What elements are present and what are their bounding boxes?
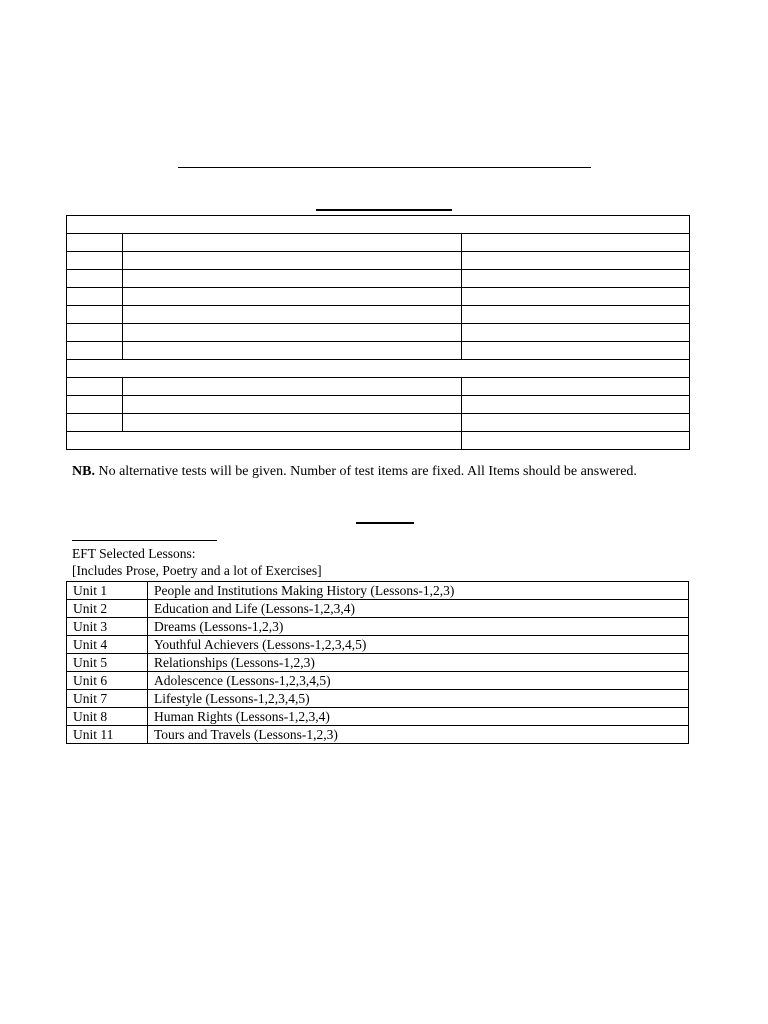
table-row: [67, 690, 689, 708]
lesson-cell: Adolescence (Lessons-1,2,3,4,5): [148, 672, 689, 690]
table-row: [67, 726, 689, 744]
header-rule: [178, 167, 591, 168]
syllabus-subtitle-underline: [72, 540, 217, 541]
units-table: [66, 581, 689, 744]
table-row: [67, 672, 689, 690]
table-row: [67, 636, 689, 654]
table-row: [67, 234, 690, 252]
unit-cell: Unit 2: [67, 600, 148, 618]
lesson-cell: Lifestyle (Lessons-1,2,3,4,5): [148, 690, 689, 708]
unit-cell: Unit 5: [67, 654, 148, 672]
table-row: [67, 396, 690, 414]
unit-cell: Unit 3: [67, 618, 148, 636]
table-row: [67, 708, 689, 726]
note-label: NB.: [72, 464, 95, 479]
lesson-cell: Youthful Achievers (Lessons-1,2,3,4,5): [148, 636, 689, 654]
unit-cell: Unit 8: [67, 708, 148, 726]
table-row: [67, 414, 690, 432]
eft-heading: [72, 545, 322, 579]
lesson-cell: People and Institutions Making History (Lessons-1,2,3): [148, 582, 689, 600]
table-row: [67, 324, 690, 342]
syllabus-title-underline: [356, 522, 414, 524]
lesson-cell: Dreams (Lessons-1,2,3): [148, 618, 689, 636]
table-row: [67, 378, 690, 396]
lesson-cell: Relationships (Lessons-1,2,3): [148, 654, 689, 672]
table-row: [67, 654, 689, 672]
table-row: [67, 288, 690, 306]
table-row: [67, 252, 690, 270]
lesson-cell: Human Rights (Lessons-1,2,3,4): [148, 708, 689, 726]
eft-title: EFT Selected Lessons:: [72, 546, 196, 561]
unit-cell: Unit 4: [67, 636, 148, 654]
table-row: [67, 342, 690, 360]
table-row: [67, 432, 690, 450]
note-body: No alternative tests will be given. Number of test items are fixed. All Items should be answered.: [94, 464, 637, 479]
section-title-underline: [316, 209, 452, 211]
unit-cell: Unit 6: [67, 672, 148, 690]
eft-subtitle: [Includes Prose, Poetry and a lot of Exercises]: [72, 563, 322, 578]
lesson-cell: Education and Life (Lessons-1,2,3,4): [148, 600, 689, 618]
table-row: [67, 618, 689, 636]
table-row: [67, 582, 689, 600]
table-row: [67, 306, 690, 324]
unit-cell: Unit 11: [67, 726, 148, 744]
note-text: [72, 464, 637, 480]
table-row: [67, 270, 690, 288]
marks-distribution-table: [66, 215, 690, 450]
table-row: [67, 216, 690, 234]
unit-cell: Unit 7: [67, 690, 148, 708]
table-row: [67, 600, 689, 618]
unit-cell: Unit 1: [67, 582, 148, 600]
table-row: [67, 360, 690, 378]
lesson-cell: Tours and Travels (Lessons-1,2,3): [148, 726, 689, 744]
